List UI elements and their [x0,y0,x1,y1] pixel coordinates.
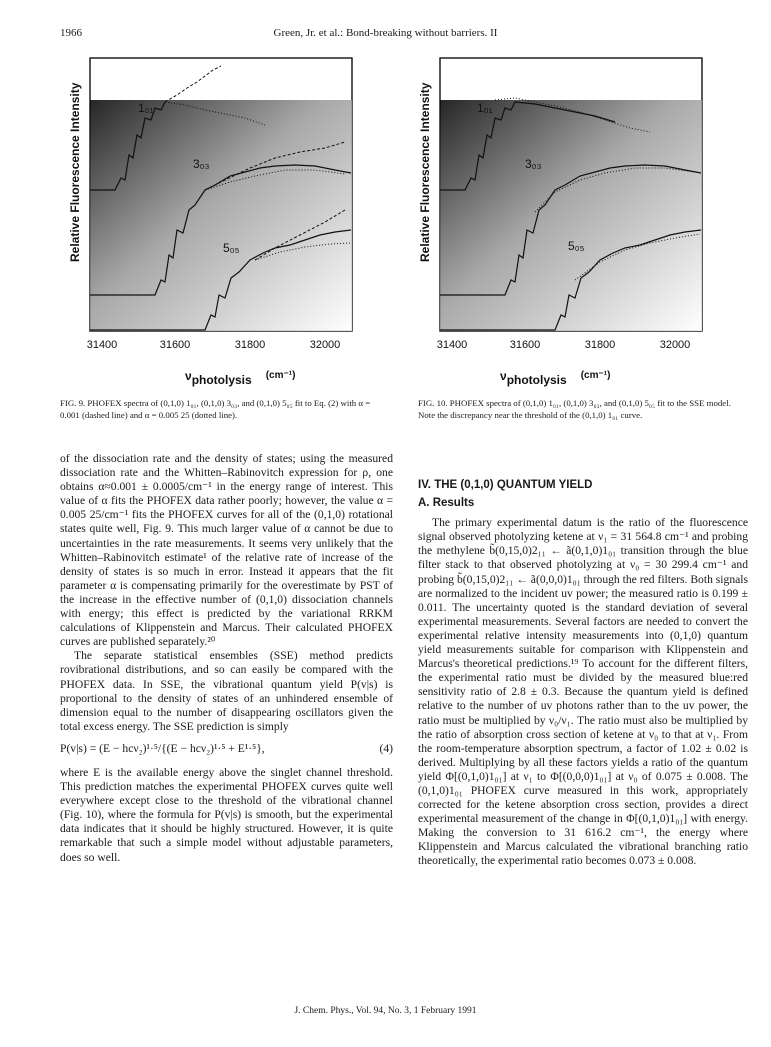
x-axis-symbol: ν [500,369,507,383]
figure-10 [405,40,725,390]
section-heading: IV. THE (0,1,0) QUANTUM YIELD [418,479,593,491]
x-axis-title [500,369,610,387]
x-axis-symbol: ν [185,369,192,383]
label-505: 5₀₅ [223,241,240,255]
equation-number: (4) [379,741,393,755]
x-tick: 31800 [234,339,266,351]
label-303: 3₀₃ [193,157,210,171]
y-axis-title: Relative Fluorescence Intensity [418,82,432,262]
x-axis-unit: (cm⁻¹) [580,370,611,381]
label-303: 3₀₃ [525,157,542,171]
right-column [418,478,748,869]
left-column [60,452,393,865]
paragraph: The separate statistical ensembles (SSE) method predicts rovibrational distributions, and so can easily be compared with the PHOFEX data. In SSE, the vibrational quantum yield P(v|s) is proportional to the density of states of an unhindered ensemble of dimension equal to the number of disappearing oscillators given the total excess energy. The SSE prediction is simply [60,649,393,733]
x-tick: 32000 [659,339,691,351]
running-head: Green, Jr. et al.: Bond-breaking without barriers. II [273,27,498,39]
subsection-heading: A. Results [418,497,475,510]
equation-4 [60,742,393,756]
figure-9-caption: FIG. 9. PHOFEX spectra of (0,1,0) 1₀₁, (0,1,0) 3₀₃, and (0,1,0) 5₀₅ fit to Eq. (2) with α = 0.001 (dashed line) and α = 0.005 25 (dotted line). [60,398,371,420]
y-axis-title: Relative Fluorescence Intensity [68,82,82,262]
x-axis-sub: photolysis [191,373,252,387]
x-tick: 31600 [159,339,191,351]
paragraph: The primary experimental datum is the ratio of the fluorescence signal observed photolyzing ketene at ν₁ = 31 564.8 cm⁻¹ and probing the methylene b̃(0,15,0)2₁₁ ← ã(0,1,0)1₀₁ transition through the blue filter stack to that observed photolyzing at ν₀ = 30 299.4 cm⁻¹ and probing b̃(0,15,0)2₁₁ ← ã(0,0,0)1₀₁ through the red filters. Both signals are normalized to the incident uv power; the measured ratio is 0.199 ± 0.011. The uncertainty quoted is the standard deviation of several experimental measurements. Several factors are needed to convert the experimental relative intensity measurements into (0,1,0) quantum yield measurements suitable for comparison with Klippenstein and Marcus's theoretical predictions.¹⁹ To account for the different filters, the experimental ratio must be divided by the measured blue:red sensitivity ratio of 2.8 ± 0.3. Because the quantum yield is defined relative to the number of uv photons rather than to the uv power, the ratio must be multiplied by ν₀/ν₁. The ratio must also be multiplied by the ratio of absorption cross section of ketene at ν₀ to that at ν₁. From the room-temperature absorption spectrum, a factor of 1.02 ± 0.02 is derived. Multiplying by all these factors yields a ratio of the quantum yield Φ[(0,1,0)1₀₁] at ν₁ to Φ[(0,0,0)1₀₁] at ν₀ of 0.075 ± 0.008. The (0,1,0)1₀₁ PHOFEX curve measured in this work, appropriately corrected for the ketene absorption cross section, provides a direct experimental measurement of the change in Φ[(0,1,0)1₀₁] with energy. Making the conversion to 31 616.2 cm⁻¹, the energy where Klippenstein and Marcus calculated the vibrational branching ratio theoretically, the experimental ratio becomes 0.073 ± 0.008. [418,516,748,868]
paragraph: of the dissociation rate and the density of states; using the measured dissociation rate and the Whitten–Rabinovitch expression for ρ, one obtains α≈0.001 ± 0.0005/cm⁻¹ in the energy range of interest. This value of α fits the PHOFEX data rather poorly; however, the value α = 0.005 25/cm⁻¹ fits the PHOFEX curves for all of the (0,1,0) rotational states quite well, Fig. 9. This much larger value of α cannot be due to uncertainties in the rate measurements. It seems very unlikely that the Whitten–Rabinovitch estimate¹ of the relative rate of increase of the density of states is so much in error. Instead it appears that the fit parameter α is compensating primarily for the overestimate by PST of the increase in the effective number of (0,1,0) dissociation channels with energy; this effect is predicted by the variational RRKM calculations of Klippenstein and Marcus. Their calculated PHOFEX curves are published separately.²⁰ [60,452,393,649]
figure-10-caption: FIG. 10. PHOFEX spectra of (0,1,0) 1₀₁, (0,1,0) 3₀₃, and (0,1,0) 5₀₅ fit to the SSE model. Note the discrepancy near the threshold of the (0,1,0) 1₀₁ curve. [418,398,731,420]
x-tick: 31400 [86,339,118,351]
x-axis-title [185,369,295,387]
x-axis-sub: photolysis [506,373,567,387]
x-tick: 32000 [309,339,341,351]
label-101: 1₀₁ [138,101,154,115]
paragraph: where E is the available energy above the singlet channel threshold. This prediction matches the experimental PHOFEX curves quite well everywhere except close to the threshold of the vibrational channel (Fig. 10), where the formula for P(v|s) is smooth, but the experimental data indicates that it should be highly structured. However, it is quite remarkable that such a simple model without adjustable parameters, does so well. [60,765,393,864]
page-number: 1966 [60,27,82,39]
equation-text: P(v|s) = (E − hcν₂)¹·⁵/{(E − hcν₂)¹·⁵ + E¹·⁵}, [60,741,265,755]
label-505: 5₀₅ [568,239,585,253]
x-tick: 31600 [509,339,541,351]
x-tick: 31400 [436,339,468,351]
x-axis-unit: (cm⁻¹) [265,370,296,381]
footer: J. Chem. Phys., Vol. 94, No. 3, 1 February 1991 [294,1006,477,1016]
label-101: 1₀₁ [477,101,493,115]
figure-9 [55,40,375,390]
x-tick: 31800 [584,339,616,351]
